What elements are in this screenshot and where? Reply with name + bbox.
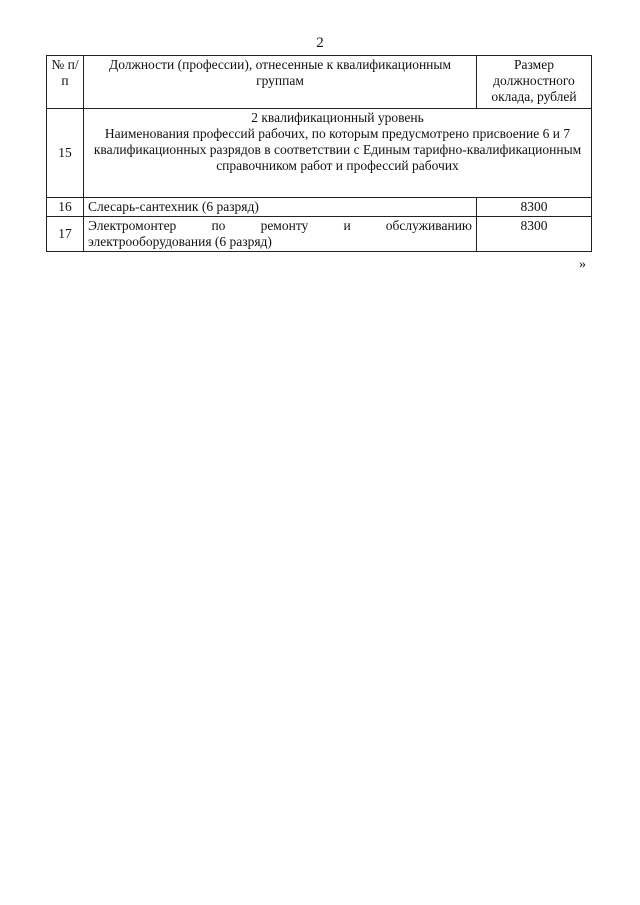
table-header-row	[47, 56, 592, 109]
page-number: 2	[316, 35, 324, 51]
row-salary-cell: 8300	[477, 198, 592, 217]
group-row	[47, 109, 592, 198]
group-description-cell	[84, 109, 592, 198]
header-num-cell: № п/п	[47, 56, 84, 109]
closing-quote: »	[579, 257, 586, 272]
table-row	[47, 198, 592, 217]
row-num-cell: 17	[47, 217, 84, 252]
row-name-cell: Слесарь-сантехник (6 разряд)	[84, 198, 477, 217]
row-name-line-1: Электромонтер по ремонту и обслуживанию	[88, 218, 472, 233]
header-name-cell: Должности (профессии), отнесенные к квалификационным группам	[84, 56, 477, 109]
header-salary-cell: Размер должностного оклада, рублей	[477, 56, 592, 109]
row-num-cell: 16	[47, 198, 84, 217]
row-salary-cell: 8300	[477, 217, 592, 252]
row-name-line-2: электрооборудования (6 разряд)	[88, 234, 272, 249]
table-row	[47, 217, 592, 252]
group-level-title: 2 квалификационный уровень	[251, 110, 424, 125]
group-description: Наименования профессий рабочих, по которым предусмотрено присвоение 6 и 7 квалификационных разрядов в соответствии с Единым тарифно-квалификационным справочником работ и профессий рабочих	[93, 126, 582, 173]
salary-table	[46, 55, 592, 252]
group-num-cell: 15	[47, 109, 84, 198]
row-name-cell	[84, 217, 477, 252]
